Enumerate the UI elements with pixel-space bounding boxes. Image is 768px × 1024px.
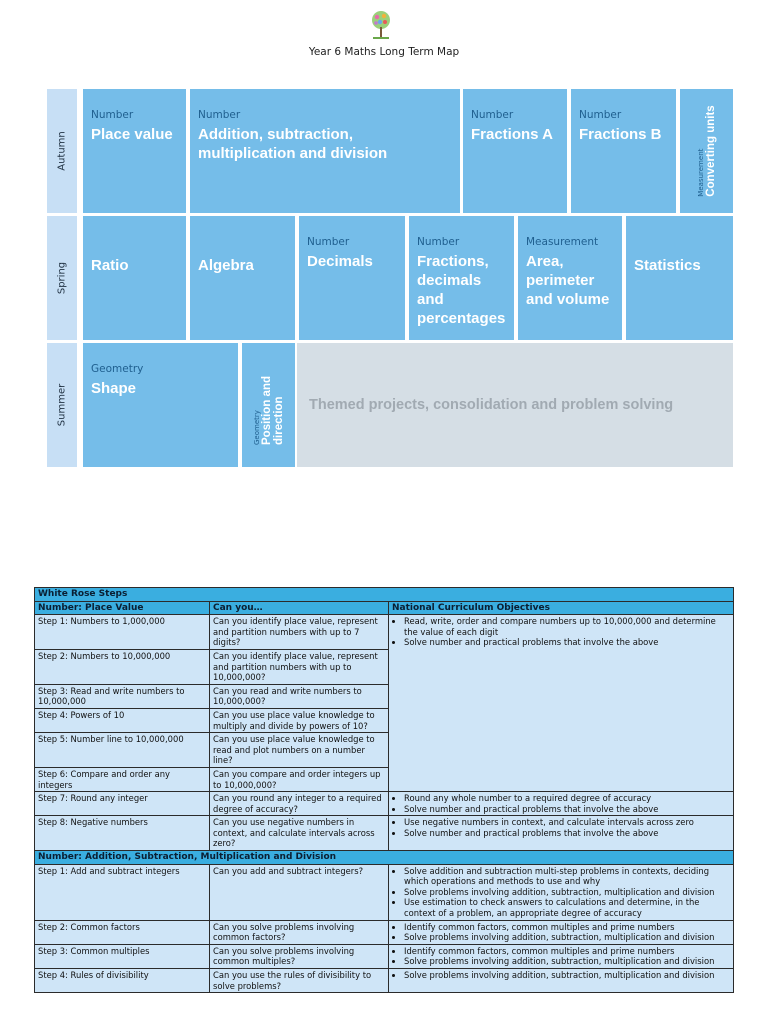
block-fractions-decimals-percentages: Number Fractions, decimals and percentages: [409, 216, 514, 340]
school-tree-logo-icon: [370, 10, 392, 44]
season-summer: Summer: [47, 343, 77, 467]
objectives-cell: • Identify common factors, common multiples and prime numbers • Solve problems involving addition, subtraction, multiplication and division: [389, 920, 734, 944]
table-row: Step 1: Numbers to 1,000,000 Can you identify place value, represent and partition numbers with up to 7 digits? • Read, write, order and compare numbers up to 10,000,000 and determine the value of each digit • Solve number and practical problems that involve the above: [35, 615, 734, 650]
table-row: Step 1: Add and subtract integers Can you add and subtract integers? • Solve addition and subtraction multi-step problems in contexts, deciding which operations and methods to use and why • Solve problems involving addition, subtraction, multiplication and division • Use estimation to check answers to calculations and determine, in the context of a problem, an appropriate degree of accuracy: [35, 864, 734, 920]
block-position-direction: Geometry Position and direction: [242, 343, 295, 467]
table-row: Step 2: Numbers to 10,000,000 Can you identify place value, represent and partition numbers with up to 10,000,000?: [35, 649, 734, 684]
block-algebra: Algebra: [190, 216, 295, 340]
block-fractions-b: Number Fractions B: [571, 89, 676, 213]
page-title: Year 6 Maths Long Term Map: [308, 46, 460, 58]
block-statistics: Statistics: [626, 216, 733, 340]
table-row: Step 5: Number line to 10,000,000 Can you use place value knowledge to read and plot numbers on a number line?: [35, 733, 734, 768]
white-rose-steps-table: [34, 587, 734, 993]
table-row: Step 7: Round any integer Can you round any integer to a required degree of accuracy? • Round any whole number to a required degree of accuracy • Solve number and practical problems that involve the above: [35, 792, 734, 816]
objectives-cell: • Read, write, order and compare numbers up to 10,000,000 and determine the value of each digit • Solve number and practical problems that involve the above: [389, 615, 734, 792]
season-autumn: Autumn: [47, 89, 77, 213]
block-themed-projects: Themed projects, consolidation and problem solving: [297, 343, 733, 467]
table-title-row: White Rose Steps: [35, 588, 734, 602]
section-header-row: Number: Place Value Can you… National Curriculum Objectives: [35, 601, 734, 615]
block-addition-subtraction: Number Addition, subtraction, multiplication and division: [190, 89, 460, 213]
table-row: Step 8: Negative numbers Can you use negative numbers in context, and calculate intervals across zero? • Use negative numbers in context, and calculate intervals across zero • Solve number and practical problems that involve the above: [35, 816, 734, 851]
table-row: Step 6: Compare and order any integers Can you compare and order integers up to 10,000,000?: [35, 767, 734, 791]
table-row: Step 3: Read and write numbers to 10,000,000 Can you read and write numbers to 10,000,000?: [35, 684, 734, 708]
block-area-perimeter-volume: Measurement Area, perimeter and volume: [518, 216, 622, 340]
block-fractions-a: Number Fractions A: [463, 89, 567, 213]
objectives-cell: • Solve problems involving addition, subtraction, multiplication and division: [389, 969, 734, 993]
season-spring: Spring: [47, 216, 77, 340]
objectives-cell: • Identify common factors, common multiples and prime numbers • Solve problems involving addition, subtraction, multiplication and division: [389, 944, 734, 968]
block-ratio: Ratio: [83, 216, 186, 340]
table-row: Step 4: Powers of 10 Can you use place value knowledge to multiply and divide by powers of 10?: [35, 708, 734, 732]
objectives-cell: • Solve addition and subtraction multi-step problems in contexts, deciding which operations and methods to use and why • Solve problems involving addition, subtraction, multiplication and division • Use estimation to check answers to calculations and determine, in the context of a problem, an appropriate degree of accuracy: [389, 864, 734, 920]
block-converting-units: Measurement Converting units: [680, 89, 733, 213]
block-decimals: Number Decimals: [299, 216, 405, 340]
objectives-cell: • Round any whole number to a required degree of accuracy • Solve number and practical problems that involve the above: [389, 792, 734, 816]
long-term-map: [47, 87, 733, 468]
objectives-cell: • Use negative numbers in context, and calculate intervals across zero • Solve number and practical problems that involve the above: [389, 816, 734, 851]
block-place-value: Number Place value: [83, 89, 186, 213]
block-shape: Geometry Shape: [83, 343, 238, 467]
section-header-row: Number: Addition, Subtraction, Multiplication and Division: [35, 851, 734, 865]
table-row: Step 3: Common multiples Can you solve problems involving common multiples? • Identify common factors, common multiples and prime numbers • Solve problems involving addition, subtraction, multiplication and division: [35, 944, 734, 968]
table-row: Step 2: Common factors Can you solve problems involving common factors? • Identify common factors, common multiples and prime numbers • Solve problems involving addition, subtraction, multiplication and division: [35, 920, 734, 944]
table-row: Step 4: Rules of divisibility Can you use the rules of divisibility to solve problems? • Solve problems involving addition, subtraction, multiplication and division: [35, 969, 734, 993]
